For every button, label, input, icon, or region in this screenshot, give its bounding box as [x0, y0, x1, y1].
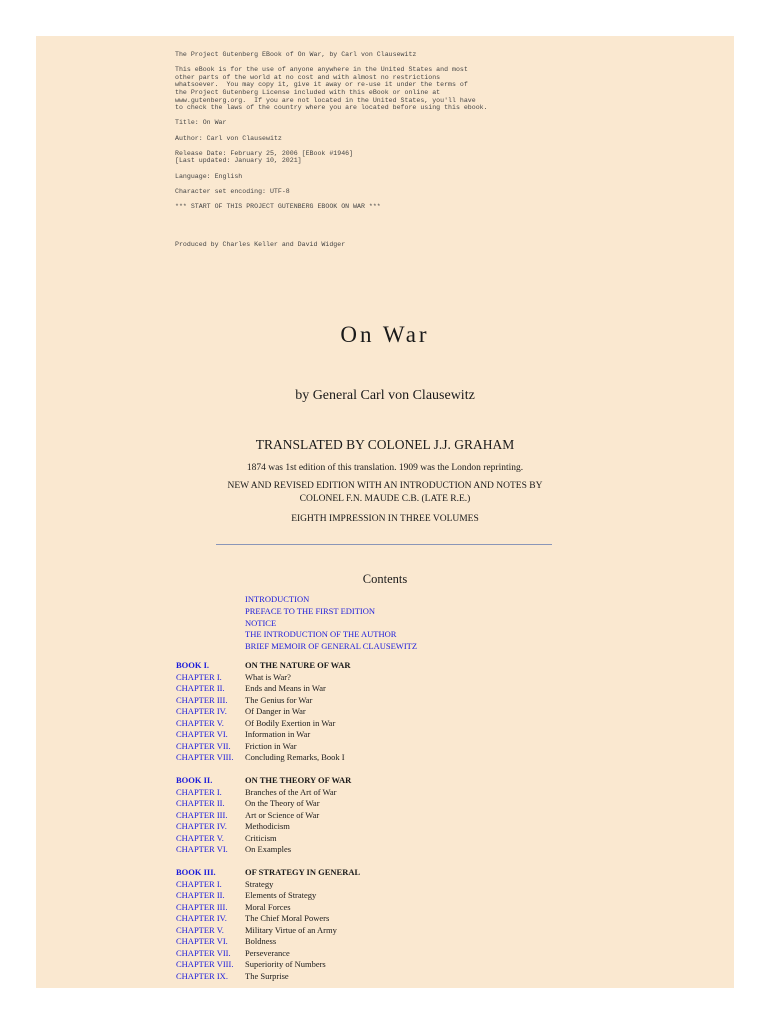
toc-link-chapter[interactable]: CHAPTER VII. [176, 740, 231, 751]
toc-chapter-row [176, 741, 476, 753]
toc-link-chapter[interactable]: CHAPTER I. [176, 878, 222, 889]
toc-chapter-row [176, 925, 476, 937]
chapter-title: Concluding Remarks, Book I [245, 752, 345, 762]
book-heading-row [176, 775, 476, 787]
impression-note: EIGHTH IMPRESSION IN THREE VOLUMES [291, 514, 479, 524]
toc-chapter-row [176, 844, 476, 856]
toc-link-chapter[interactable]: CHAPTER I. [176, 786, 222, 797]
toc-chapter-row [176, 787, 476, 799]
toc-chapter-row [176, 752, 476, 764]
chapter-title: Superiority of Numbers [245, 959, 326, 969]
toc-link-chapter[interactable]: CHAPTER II. [176, 798, 225, 808]
chapter-title: Art or Science of War [245, 809, 320, 820]
toc-link-chapter[interactable]: CHAPTER VIII. [176, 752, 234, 762]
chapter-title: Branches of the Art of War [245, 786, 337, 797]
chapter-title: Of Bodily Exertion in War [245, 717, 336, 728]
toc-link-memoir[interactable]: BRIEF MEMOIR OF GENERAL CLAUSEWITZ [245, 641, 418, 652]
contents-heading: Contents [362, 572, 408, 586]
toc-link-chapter[interactable]: CHAPTER III. [176, 809, 228, 820]
toc-chapter-row [176, 706, 476, 718]
toc-link-chapter[interactable]: CHAPTER V. [176, 832, 224, 843]
toc-link-chapter[interactable]: CHAPTER IV. [176, 821, 227, 831]
toc-link-chapter[interactable]: CHAPTER V. [176, 717, 224, 728]
toc-link-chapter[interactable]: CHAPTER II. [176, 890, 225, 900]
toc-link-notice[interactable]: NOTICE [245, 617, 277, 628]
book-heading: ON THE THEORY OF WAR [245, 775, 352, 785]
chapter-title: Perseverance [245, 947, 290, 958]
toc-chapter-row [176, 810, 476, 822]
edition-note: 1874 was 1st edition of this translation. 1909 was the London reprinting. [246, 463, 524, 473]
toc-link-preface[interactable]: PREFACE TO THE FIRST EDITION [245, 605, 376, 616]
chapter-title: Boldness [245, 936, 277, 946]
revised-edition-note-line2: COLONEL F.N. MAUDE C.B. (LATE R.E.) [299, 494, 471, 504]
toc-chapter-row [176, 971, 476, 983]
chapter-title: On the Theory of War [245, 798, 320, 808]
toc-chapter-row [176, 890, 476, 902]
toc-chapter-row [176, 936, 476, 948]
toc-link-chapter[interactable]: CHAPTER VI. [176, 936, 228, 946]
chapter-title: On Examples [245, 844, 292, 854]
toc-chapter-row [176, 902, 476, 914]
chapter-title: What is War? [245, 671, 291, 682]
toc-link-introduction[interactable]: INTRODUCTION [245, 594, 310, 604]
chapter-title: The Genius for War [245, 694, 313, 705]
toc-link-chapter[interactable]: CHAPTER VIII. [176, 959, 234, 969]
book-heading: OF STRATEGY IN GENERAL [245, 867, 361, 877]
toc-link-chapter[interactable]: CHAPTER I. [176, 671, 222, 682]
document-page [36, 36, 734, 988]
toc-link-chapter[interactable]: CHAPTER VII. [176, 947, 231, 958]
chapter-title: Moral Forces [245, 901, 291, 912]
chapter-title: Information in War [245, 729, 311, 739]
chapter-title: Friction in War [245, 740, 297, 751]
toc-chapter-row [176, 948, 476, 960]
toc-book-2 [176, 775, 476, 856]
toc-chapter-row [176, 879, 476, 891]
toc-chapter-row [176, 729, 476, 741]
chapter-title: Military Virtue of an Army [245, 924, 337, 935]
toc-link-chapter[interactable]: CHAPTER VI. [176, 844, 228, 854]
toc-chapter-row [176, 695, 476, 707]
book-heading-row [176, 867, 476, 879]
toc-chapter-row [176, 718, 476, 730]
gutenberg-header: The Project Gutenberg EBook of On War, by Carl von Clausewitz This eBook is for the use of anyone anywhere in the United States and most other parts of the world at no cost and with almost no restrictions whatsoever. You may copy it, give it away or re-use it under the terms of the Project Gutenberg License included with this eBook or online at www.gutenberg.org. If you are not located in the United States, you'll have to check the laws of the country where you are located before using this ebook. Title: On War Author: Carl von Clausewitz Release Date: February 25, 2006 [EBook #1946] [Last updated: January 10, 2021] Language: English Character set encoding: UTF-8 *** START OF THIS PROJECT GUTENBERG EBOOK ON WAR *** Produced by Charles Keller and David Widger [175, 51, 488, 248]
toc-link-chapter[interactable]: CHAPTER II. [176, 683, 225, 693]
toc-link-chapter[interactable]: CHAPTER VI. [176, 729, 228, 739]
book-author: by General Carl von Clausewitz [295, 388, 475, 403]
toc-chapter-row [176, 672, 476, 684]
toc-link-chapter[interactable]: CHAPTER III. [176, 901, 228, 912]
revised-edition-note-line1: NEW AND REVISED EDITION WITH AN INTRODUCTION AND NOTES BY [227, 481, 543, 491]
book-heading: ON THE NATURE OF WAR [245, 660, 351, 670]
chapter-title: The Surprise [245, 970, 289, 981]
chapter-title: Methodicism [245, 821, 290, 831]
toc-chapter-row [176, 913, 476, 925]
toc-link-chapter[interactable]: CHAPTER IX. [176, 970, 228, 981]
book-heading-row [176, 660, 476, 672]
toc-book-1 [176, 660, 476, 764]
toc-chapter-row [176, 833, 476, 845]
chapter-title: Criticism [245, 832, 277, 843]
toc-book-3 [176, 867, 476, 982]
front-matter-links [245, 594, 417, 653]
toc-link-chapter[interactable]: CHAPTER III. [176, 694, 228, 705]
toc-link-chapter[interactable]: CHAPTER IV. [176, 706, 227, 716]
toc-chapter-row [176, 683, 476, 695]
toc-chapter-row [176, 798, 476, 810]
horizontal-divider [216, 544, 552, 545]
toc-chapter-row [176, 959, 476, 971]
chapter-title: The Chief Moral Powers [245, 913, 330, 923]
book-title: On War [340, 322, 430, 347]
toc-chapter-row [176, 821, 476, 833]
chapter-title: Ends and Means in War [245, 683, 326, 693]
toc-link-book[interactable]: BOOK II. [176, 775, 213, 785]
toc-link-book[interactable]: BOOK III. [176, 867, 216, 877]
chapter-title: Of Danger in War [245, 706, 306, 716]
translator-line: TRANSLATED BY COLONEL J.J. GRAHAM [255, 437, 515, 452]
toc-link-book[interactable]: BOOK I. [176, 660, 210, 670]
toc-link-chapter[interactable]: CHAPTER IV. [176, 913, 227, 923]
chapter-title: Elements of Strategy [245, 890, 317, 900]
toc-link-author-introduction[interactable]: THE INTRODUCTION OF THE AUTHOR [245, 629, 397, 640]
toc-link-chapter[interactable]: CHAPTER V. [176, 924, 224, 935]
chapter-title: Strategy [245, 878, 274, 889]
